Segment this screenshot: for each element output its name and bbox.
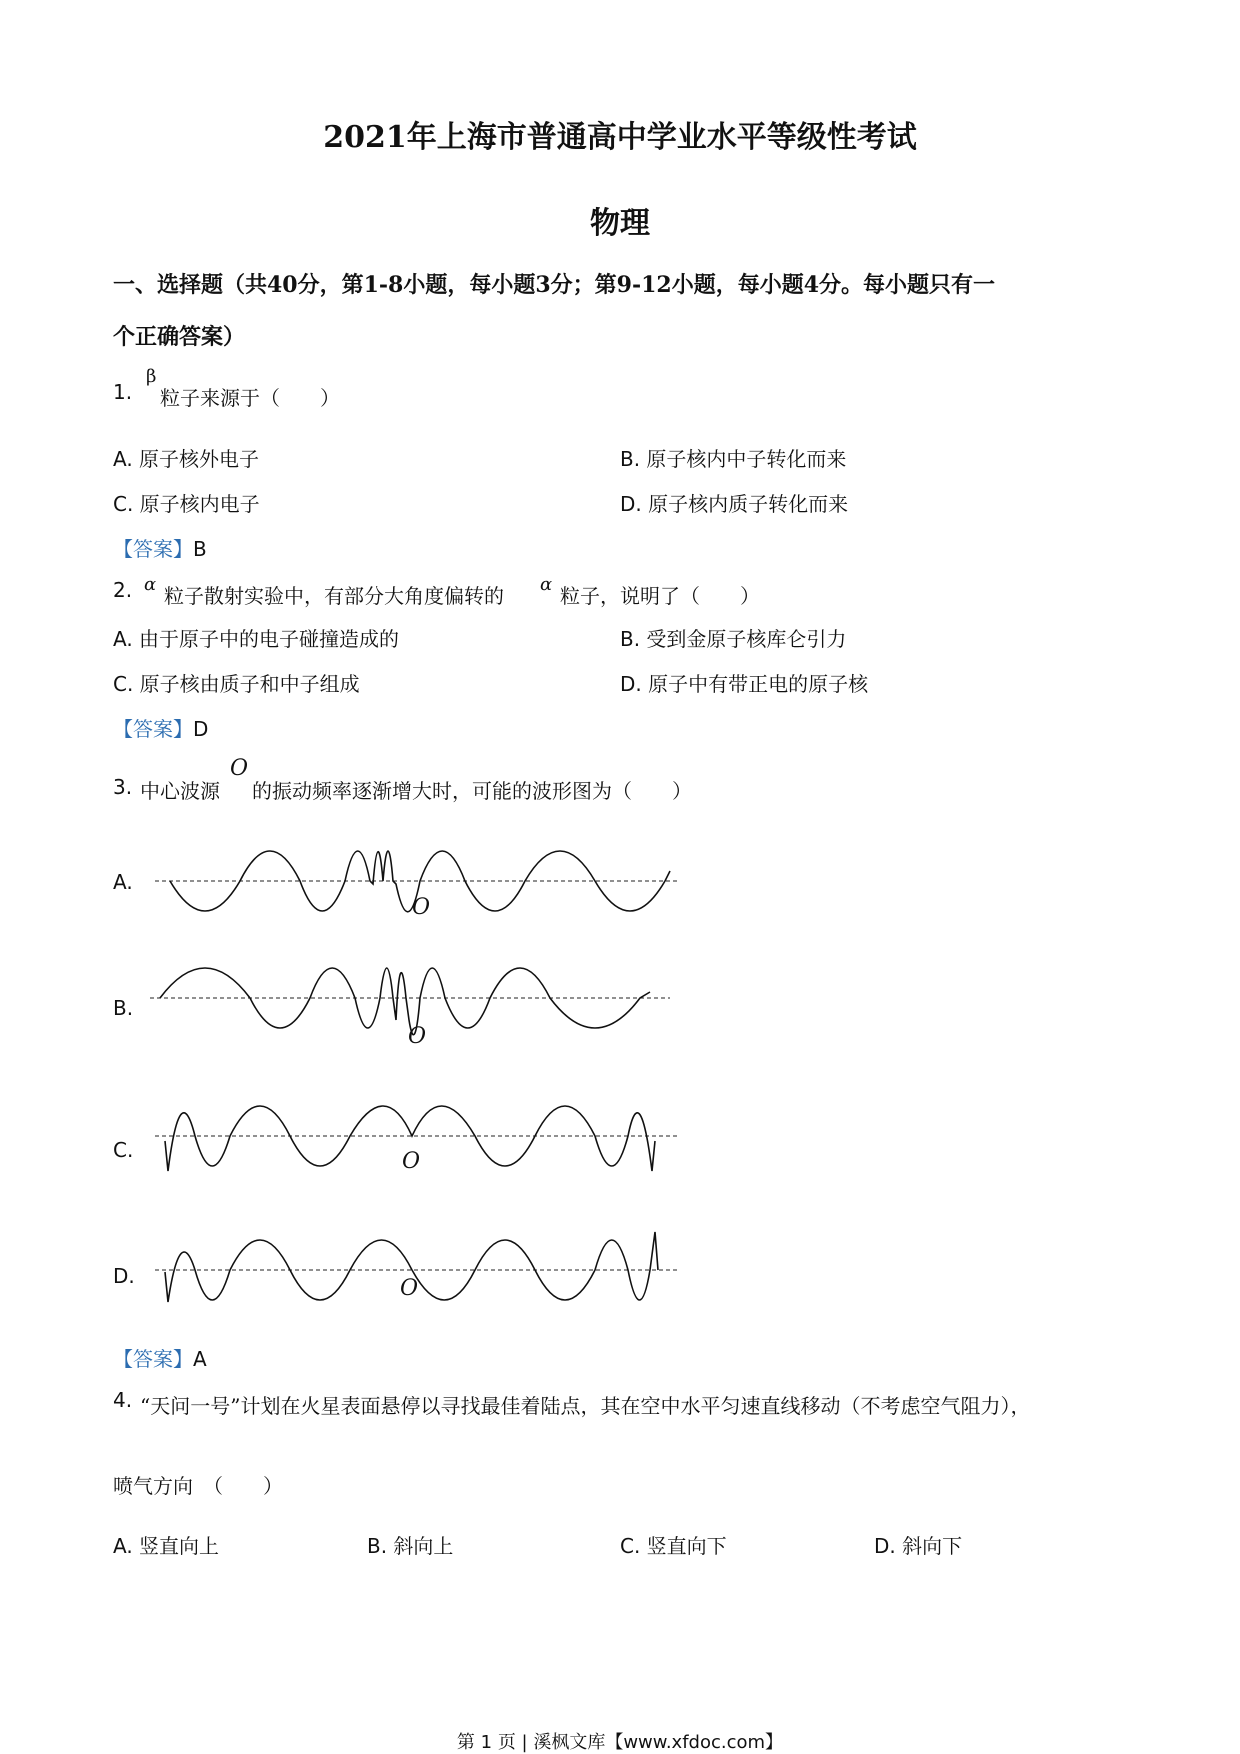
q2-stem-a: 粒子散射实验中，有部分大角度偏转的 <box>164 584 504 608</box>
wave-b-label: B. <box>113 996 134 1020</box>
q1-stem: 粒子来源于（ ） <box>160 386 340 410</box>
wave-d-diagram <box>150 1222 690 1322</box>
q2-number: 2. <box>113 578 133 602</box>
wave-b-origin-label: O <box>408 1024 427 1049</box>
q4-option-d: D. 斜向下 <box>874 1534 963 1558</box>
q3-answer <box>113 1343 207 1372</box>
section-heading-line2: 个正确答案） <box>113 324 246 350</box>
q3-number: 3. <box>113 775 133 799</box>
q2-answer <box>113 713 208 742</box>
wave-a-label: A. <box>113 870 133 894</box>
q1-number: 1. <box>113 380 133 404</box>
q4-option-c: C. 竖直向下 <box>620 1534 727 1558</box>
q4-option-a: A. 竖直向上 <box>113 1534 220 1558</box>
q1-beta-symbol: β <box>146 366 157 387</box>
wave-c-origin-label: O <box>402 1149 421 1174</box>
q1-option-a: A. 原子核外电子 <box>113 447 260 471</box>
q1-option-b: B. 原子核内中子转化而来 <box>620 447 847 471</box>
q2-stem-b: 粒子，说明了（ ） <box>560 584 760 608</box>
q4-stem: “天问一号”计划在火星表面悬停以寻找最佳着陆点，其在空中水平匀速直线移动（不考虑空气阻力）， <box>140 1394 1031 1418</box>
q1-option-c: C. 原子核内电子 <box>113 492 260 516</box>
q3-stem-b: 的振动频率逐渐增大时，可能的波形图为（ ） <box>252 779 692 803</box>
q4-stem-2: 喷气方向 （ ） <box>113 1474 283 1498</box>
q2-alpha-symbol-2: α <box>540 574 553 595</box>
wave-c-diagram <box>150 1096 690 1196</box>
q2-alpha-symbol: α <box>144 574 157 595</box>
q1-answer-value: B <box>193 537 207 561</box>
q4-option-b: B. 斜向上 <box>367 1534 454 1558</box>
q2-option-d: D. 原子中有带正电的原子核 <box>620 672 869 696</box>
q2-answer-value: D <box>193 717 209 741</box>
wave-d-origin-label: O <box>400 1276 419 1301</box>
answer-tag: 【答案】 <box>113 537 193 561</box>
answer-tag: 【答案】 <box>113 1347 193 1371</box>
q4-number: 4. <box>113 1388 133 1412</box>
q3-stem-a: 中心波源 <box>140 779 220 803</box>
q2-option-a: A. 由于原子中的电子碰撞造成的 <box>113 627 400 651</box>
wave-b-diagram <box>150 960 690 1050</box>
exam-title: 2021年上海市普通高中学业水平等级性考试 <box>323 120 917 155</box>
wave-c-label: C. <box>113 1138 134 1162</box>
wave-d-label: D. <box>113 1264 135 1288</box>
q3-answer-value: A <box>193 1347 207 1371</box>
answer-tag: 【答案】 <box>113 717 193 741</box>
section-heading-line1: 一、选择题（共40分，第1-8小题，每小题3分；第9-12小题，每小题4分。每小题只有一 <box>113 272 996 298</box>
q2-option-b: B. 受到金原子核库仑引力 <box>620 627 847 651</box>
q3-o-symbol: O <box>230 756 249 781</box>
wave-a-origin-label: O <box>412 895 431 920</box>
q1-option-d: D. 原子核内质子转化而来 <box>620 492 849 516</box>
subject-title: 物理 <box>590 206 650 241</box>
q2-option-c: C. 原子核由质子和中子组成 <box>113 672 360 696</box>
wave-a-diagram <box>150 836 690 926</box>
q1-answer <box>113 533 207 562</box>
page-footer: 第 1 页 | 溪枫文库【www.xfdoc.com】 <box>456 1732 784 1753</box>
